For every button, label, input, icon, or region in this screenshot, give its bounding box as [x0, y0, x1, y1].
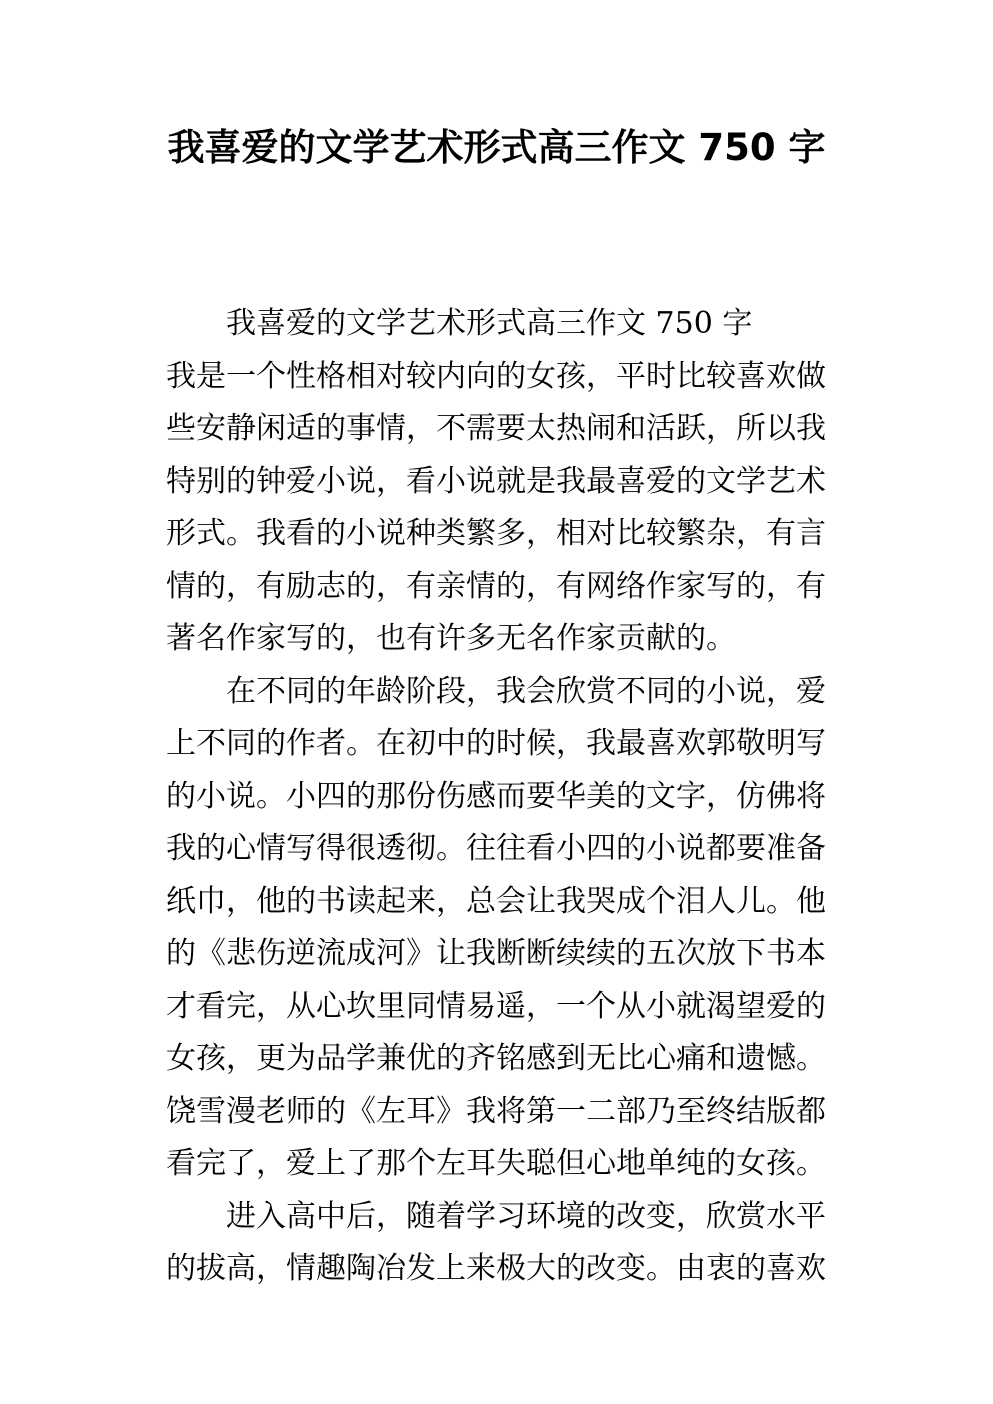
body-line: 特别的钟爱小说，看小说就是我最喜爱的文学艺术 — [166, 463, 826, 499]
document-body — [166, 298, 828, 1296]
body-line: 著名作家写的，也有许多无名作家贡献的。 — [166, 621, 736, 656]
body-line: 我的心情写得很透彻。往往看小四的小说都要准备 — [166, 831, 826, 866]
body-line: 的小说。小四的那份伤感而要华美的文字，仿佛将 — [166, 778, 826, 814]
body-line-paragraph-start: 在不同的年龄阶段，我会欣赏不同的小说，爱 — [226, 673, 826, 709]
body-line: 饶雪漫老师的《左耳》我将第一二部乃至终结版都 — [166, 1093, 826, 1129]
body-line: 我是一个性格相对较内向的女孩，平时比较喜欢做 — [166, 358, 826, 394]
body-line: 情的，有励志的，有亲情的，有网络作家写的，有 — [166, 568, 826, 604]
body-line: 纸巾，他的书读起来，总会让我哭成个泪人儿。他 — [166, 883, 826, 919]
body-line-paragraph-start: 进入高中后，随着学习环境的改变，欣赏水平 — [226, 1198, 826, 1234]
body-line: 上不同的作者。在初中的时候，我最喜欢郭敬明写 — [166, 726, 826, 761]
body-line: 形式。我看的小说种类繁多，相对比较繁杂，有言 — [166, 516, 826, 551]
body-line: 的拔高，情趣陶冶发上来极大的改变。由衷的喜欢 — [166, 1251, 826, 1286]
body-line-subtitle: 我喜爱的文学艺术形式高三作文 750 字 — [226, 306, 753, 341]
body-line: 些安静闲适的事情，不需要太热闹和活跃，所以我 — [166, 411, 826, 446]
body-line: 看完了，爱上了那个左耳失聪但心地单纯的女孩。 — [166, 1146, 826, 1181]
body-line: 才看完，从心坎里同情易遥，一个从小就渴望爱的 — [166, 988, 826, 1024]
body-line: 的《悲伤逆流成河》让我断断续续的五次放下书本 — [166, 936, 826, 971]
document-title: 我喜爱的文学艺术形式高三作文 750 字 — [167, 126, 826, 169]
body-line: 女孩，更为品学兼优的齐铭感到无比心痛和遗憾。 — [166, 1041, 826, 1076]
